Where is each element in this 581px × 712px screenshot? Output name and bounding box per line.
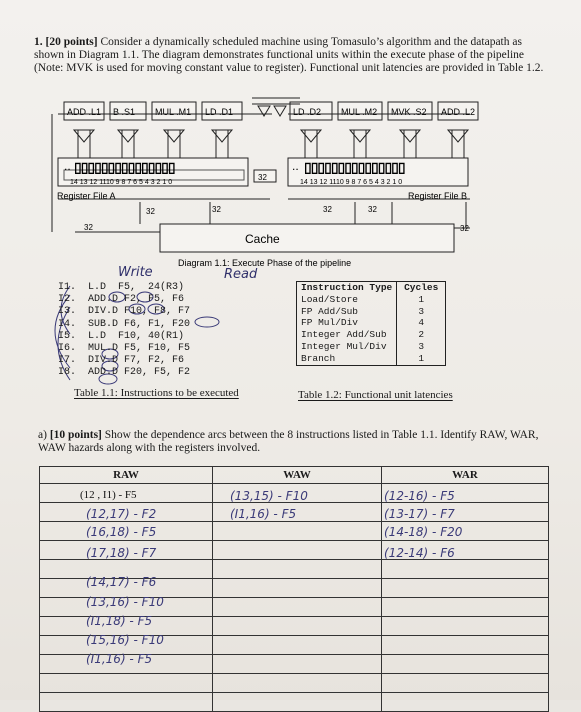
register-file-a-label: Register File A: [57, 191, 116, 201]
latency-row-type: FP Add/Sub: [301, 305, 359, 317]
operand-mux: [118, 130, 138, 142]
functional-unit-label: MUL .M1: [155, 107, 192, 117]
latency-row-cycles: 2: [397, 329, 446, 341]
latency-row-type: Load/Store: [301, 293, 359, 305]
raw-hand-entry: (17,18) - F7: [86, 546, 157, 560]
table2-caption: Table 1.2: Functional unit latencies: [298, 389, 453, 401]
latency-row-type: Integer Add/Sub: [301, 329, 387, 341]
raw-hand-entry: (I1,18) - F5: [86, 614, 153, 628]
functional-units-right: [290, 102, 478, 158]
war-hand-entry: (12-14) - F6: [384, 546, 455, 560]
bus-width-b2: 32: [368, 205, 377, 214]
latency-row-type: Branch: [301, 352, 336, 364]
instruction-5: I5. L.D F10, 40(R1): [58, 330, 185, 342]
instruction-7: I7. DIV.D F7, F2, F6: [58, 355, 185, 367]
functional-unit-label: MUL .M2: [341, 107, 378, 117]
raw-hand-entry: (12,17) - F2: [86, 507, 157, 521]
war-hand-entry: (12-16) - F5: [384, 489, 455, 503]
operand-mux: [301, 130, 321, 142]
instruction-8: I8. ADD.D F20, F5, F2: [58, 367, 191, 379]
instruction-list: [58, 282, 190, 380]
part-a-body: Show the dependence arcs between the 8 instructions listed in Table 1.1. Identify RAW, WAR, WAW hazards along with the registers involved.: [38, 429, 539, 454]
operand-mux: [448, 130, 468, 142]
register-file-b-dots: ..: [292, 159, 299, 173]
functional-unit-label: LD .D1: [205, 107, 234, 117]
functional-unit-label: B .S1: [113, 107, 136, 117]
instruction-1: I1. L.D F5, 24(R3): [58, 282, 185, 293]
operand-mux: [212, 130, 232, 142]
latency-row-cycles: 3: [397, 306, 446, 318]
raw-hand-entry: (13,16) - F10: [86, 595, 164, 609]
functional-unit-label: MVK .S2: [391, 107, 427, 117]
raw-hand-entry: (15,16) - F10: [86, 633, 164, 647]
operand-mux: [74, 130, 94, 142]
functional-unit-label: ADD .L1: [67, 107, 102, 117]
bus-width-right: 32: [460, 224, 469, 233]
instruction-6: I6. MUL.D F5, F10, F5: [58, 343, 191, 355]
question-body: Consider a dynamically scheduled machine using Tomasulo’s algorithm and the datapath as shown in Diagram 1.1. The diagram demonstrates functional units within the execute phase of the pipeline (Note: MVK is used for moving constant value to register). Functional unit latencies are provided in Table 1.2.: [34, 36, 544, 74]
latency-header-type: Instruction Type: [301, 282, 393, 293]
cache-block: [160, 224, 454, 252]
bus-width-left: 32: [84, 223, 93, 232]
question-points: [20 points]: [45, 36, 98, 48]
instruction-4: I4. SUB.D F6, F1, F20: [58, 318, 191, 330]
latency-row-cycles: 1: [397, 353, 446, 365]
waw-hand-entry: (I1,16) - F5: [230, 507, 297, 521]
raw-printed-entry: (12 , I1) - F5: [80, 489, 137, 501]
col-header-raw: RAW: [40, 467, 213, 484]
latency-row-cycles: 3: [397, 341, 446, 353]
register-file-a-bits: 14 13 12 1110 9 8 7 6 5 4 3 2 1 0: [70, 179, 173, 186]
cache-label: Cache: [245, 232, 280, 246]
war-hand-entry: (14-18) - F20: [384, 525, 463, 539]
operand-mux: [350, 130, 370, 142]
latency-header-cycles: Cycles: [397, 282, 446, 294]
raw-hand-entry: (14,17) - F6: [86, 575, 157, 589]
bus-width-b1: 32: [323, 205, 332, 214]
col-header-war: WAR: [382, 467, 549, 484]
part-a-text: [38, 429, 548, 455]
table1-caption: Table 1.1: Instructions to be executed: [74, 387, 239, 399]
register-file-a-dots: ..: [64, 159, 71, 173]
latency-table: [296, 281, 446, 366]
functional-unit-label: LD .D2: [293, 107, 322, 117]
instruction-3: I3. DIV.D F10, F8, F7: [58, 306, 191, 318]
war-hand-entry: (13-17) - F7: [384, 507, 455, 521]
register-file-b-bits: 14 13 12 1110 9 8 7 6 5 4 3 2 1 0: [300, 179, 403, 186]
register-file-b-block: [288, 158, 468, 186]
waw-hand-entry: (13,15) - F10: [230, 489, 308, 503]
svg-text:▯▯▯▯▯▯▯▯▯▯▯▯▯▯▯: ▯▯▯▯▯▯▯▯▯▯▯▯▯▯▯: [74, 159, 175, 175]
bus-width-a1: 32: [146, 207, 155, 216]
latency-row-cycles: 1: [397, 294, 446, 306]
raw-hand-entry: (I1,16) - F5: [86, 652, 153, 666]
register-file-b-label: Register File B: [408, 191, 468, 201]
latency-row-cycles: 4: [397, 317, 446, 329]
center-bus-width: 32: [258, 173, 267, 182]
latency-row-type: FP Mul/Div: [301, 317, 359, 329]
instruction-2: I2. ADD.D F2, F5, F6: [58, 294, 185, 306]
raw-hand-entry: (16,18) - F5: [86, 525, 157, 539]
col-header-waw: WAW: [213, 467, 382, 484]
svg-text:▯▯▯▯▯▯▯▯▯▯▯▯▯▯▯: ▯▯▯▯▯▯▯▯▯▯▯▯▯▯▯: [304, 159, 405, 175]
part-a-label: a): [38, 429, 47, 441]
hand-read-label: Read: [224, 267, 258, 282]
operand-mux: [400, 130, 420, 142]
latency-row-type: Integer Mul/Div: [301, 340, 387, 352]
functional-unit-label: ADD .L2: [441, 107, 476, 117]
bus-width-a2: 32: [212, 205, 221, 214]
diagram-caption: Diagram 1.1: Execute Phase of the pipeline: [178, 258, 352, 268]
part-a-points: [10 points]: [49, 429, 102, 441]
hand-write-label: Write: [118, 265, 153, 280]
question-number: 1.: [34, 36, 43, 48]
functional-units-left: [64, 102, 242, 158]
register-file-a-block: [58, 158, 248, 186]
operand-mux: [164, 130, 184, 142]
